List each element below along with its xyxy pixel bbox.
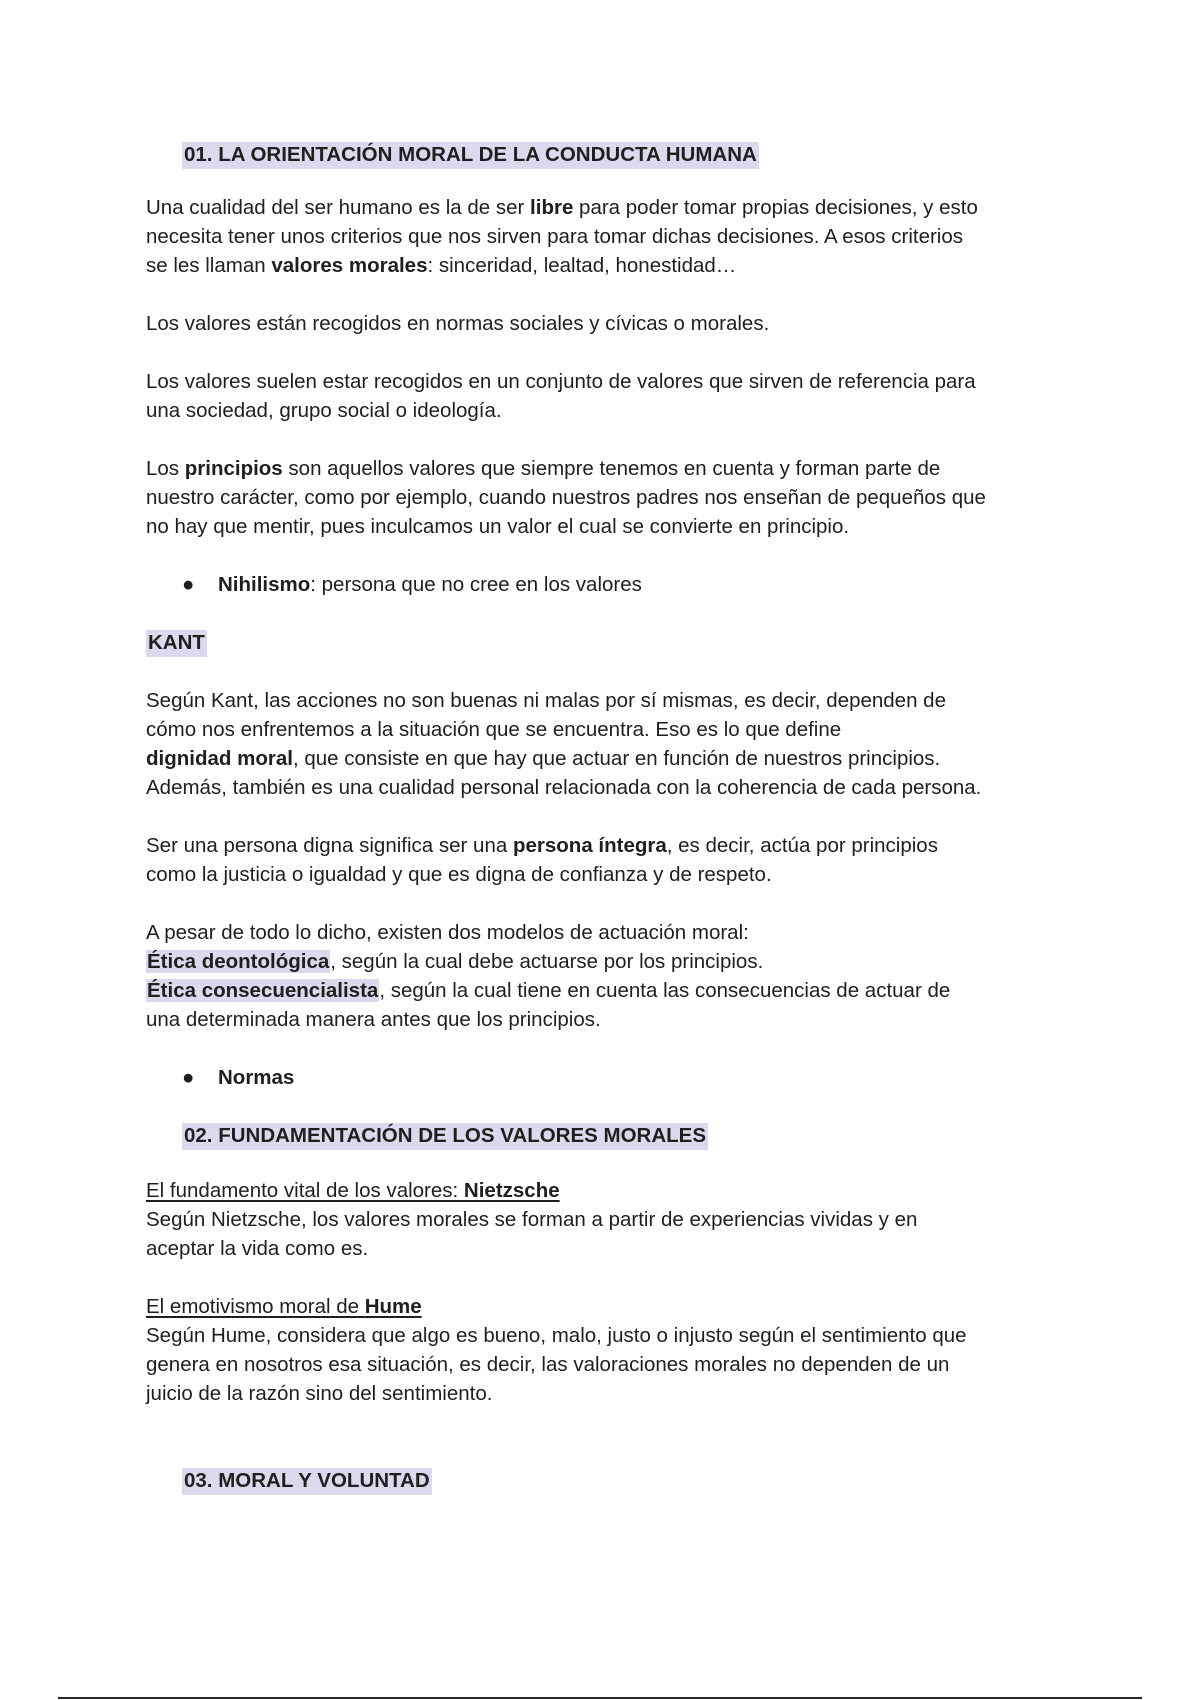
document-content (146, 140, 1066, 1519)
paragraph-principios: Los principios son aquellos valores que siempre tenemos en cuenta y forman parte de nuestro carácter, como por ejemplo, cuando nuestros padres nos enseñan de pequeños que no hay que mentir, pues inculcamos un valor el cual se convierte en principio. (146, 457, 986, 538)
section-heading-3: 03. MORAL Y VOLUNTAD (182, 1466, 1066, 1495)
paragraph-conjunto-valores: Los valores suelen estar recogidos en un conjunto de valores que sirven de referencia para una sociedad, grupo social o ideología. (146, 370, 976, 422)
paragraph-libertad: Una cualidad del ser humano es la de ser libre para poder tomar propias decisiones, y esto necesita tener unos criterios que nos sirven para tomar dichas decisiones. A esos criterios se les llaman valores morales: sinceridad, lealtad, honestidad… (146, 196, 978, 277)
list-item-normas: ● Normas (182, 1063, 1066, 1092)
section-heading-2: 02. FUNDAMENTACIÓN DE LOS VALORES MORALES (182, 1121, 1066, 1150)
bullet-icon: ● (182, 573, 195, 596)
paragraph-persona-integra: Ser una persona digna significa ser una persona íntegra, es decir, actúa por principios como la justicia o igualdad y que es digna de confianza y de respeto. (146, 834, 938, 886)
subheading-kant: KANT (146, 628, 1066, 657)
paragraph-kant-dignidad: Según Kant, las acciones no son buenas ni malas por sí mismas, es decir, dependen de cómo nos enfrentemos a la situación que se encuentra. Eso es lo que define dignidad moral, que consiste en que hay que actuar en función de nuestros principios. Además, también es una cualidad personal relacionada con la coherencia de cada persona. (146, 689, 982, 799)
section-heading-1: 01. LA ORIENTACIÓN MORAL DE LA CONDUCTA HUMANA (182, 140, 1066, 169)
page-bottom-divider (58, 1697, 1142, 1699)
paragraph-normas: Los valores están recogidos en normas sociales y cívicas o morales. (146, 312, 770, 335)
paragraph-hume: El emotivismo moral de Hume Según Hume, considera que algo es bueno, malo, justo o injusto según el sentimiento que genera en nosotros esa situación, es decir, las valoraciones morales no dependen de un juicio de la razón sino del sentimiento. (146, 1295, 967, 1405)
list-item-nihilismo: ● Nihilismo: persona que no cree en los valores (182, 570, 1066, 599)
paragraph-nietzsche: El fundamento vital de los valores: Nietzsche Según Nietzsche, los valores morales se forman a partir de experiencias vividas y en aceptar la vida como es. (146, 1179, 918, 1260)
bullet-icon: ● (182, 1066, 195, 1089)
paragraph-modelos-etica: A pesar de todo lo dicho, existen dos modelos de actuación moral: Ética deontológica, según la cual debe actuarse por los principios. Ética consecuencialista, según la cual tiene en cuenta las consecuencias de actuar de una determinada manera antes que los principios. (146, 921, 951, 1031)
